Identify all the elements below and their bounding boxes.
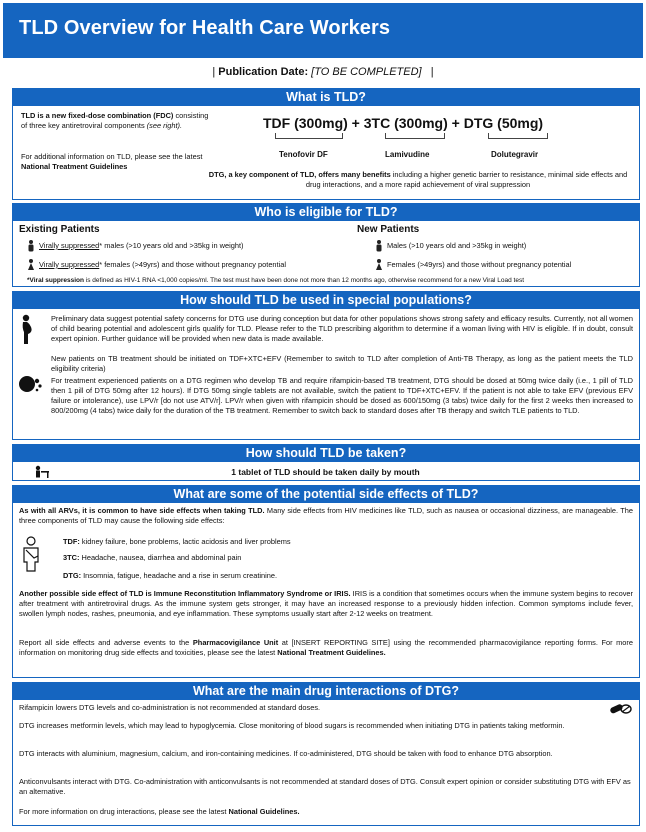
side-effect-dtg: DTG: Insomnia, fatigue, headache and a rise in serum creatinine. — [63, 571, 278, 580]
section-heading: What is TLD? — [13, 89, 639, 106]
section-heading: What are some of the potential side effects of TLD? — [13, 486, 639, 503]
section-what-is-tld — [12, 88, 640, 200]
section-heading: How should TLD be taken? — [13, 445, 639, 462]
existing-male-criteria: Virally suppressed* males (>10 years old and >35kg in weight) — [39, 241, 244, 250]
section-side-effects — [12, 485, 640, 678]
female-figure-icon — [27, 259, 35, 271]
interaction-more-info: For more information on drug interactions, please see the latest National Guidelines. — [19, 807, 300, 816]
tb-patient-icon — [18, 375, 44, 395]
interaction-polyvalent-cations: DTG interacts with aluminium, magnesium, calcium, and iron-containing medicines. If co-administered, DTG should be taken with food to enhance DTG absorption. — [19, 749, 553, 758]
interaction-rifampicin: Rifampicin lowers DTG levels and co-administration is not recommended at standard doses. — [19, 703, 321, 712]
interaction-metformin: DTG increases metformin levels, which may lead to hypoglycemia. Close monitoring of blood sugars is recommended when initiating DTG in patients taking metformin. — [19, 721, 565, 730]
side-effect-tdf: TDF: kidney failure, bone problems, lactic acidosis and liver problems — [63, 537, 291, 546]
section-eligibility — [12, 203, 640, 287]
bracket — [275, 133, 343, 139]
male-figure-icon — [27, 240, 35, 252]
tb-rifampicin-guidance: For treatment experienced patients on a DTG regimen who develop TB and require rifampicin-based TB treatment, DTG should be dosed at 50mg twice daily (i.e., 1 pill of TLD then 1 pill of DTG 50mg after 12 hours). If DTG 50mg single tablets are not available, switch the patient to TDF+XTC+EFV. If the patient is not able to take EFV (previous EFV failure or intolerance), use LPV/r [do not use ATV/r]. LPV/r when given with rifampicin should be dosed as 600/150mg (3 tabs) twice daily for the first 2 weeks then increased to 800/200mg (4 tabs) twice daily for the duration of the TB treatment. Remember to switch back to standard doses after TB therapy and switch TLE patients to TLD. — [51, 376, 633, 415]
conception-guidance: Preliminary data suggest potential safety concerns for DTG use during conception but data for other populations shows strong safety and efficacy results. Currently, not all women of child bearing potential and adolescent girls qualify for TLD. Please refer to the TLD prescribing algorithm to determine if a woman living with HIV is eligible. If in doubt, consult expert opinion. Further guidance will be provided when new data is made available. — [51, 314, 633, 343]
drug-dolutegravir: Dolutegravir — [491, 150, 539, 159]
pregnant-woman-icon — [19, 314, 35, 346]
iris-description: Another possible side effect of TLD is Immune Reconstitution Inflammatory Syndrome or IRIS. IRIS is a condition that sometimes occurs when the immune system begins to recover after treatment with antiretroviral drugs. As the immune system gets stronger, it may have an increased response to a previously hidden infection. Common symptoms include fever, swollen lymph nodes, rashes, pneumonia, and eye inflammation. These symptoms usually start after 2-12 weeks on treatment. — [19, 589, 633, 618]
tld-description: TLD is a new fixed-dose combination (FDC) consisting of three key antiretroviral components (see right). — [21, 111, 209, 130]
publication-date-label: Publication Date: — [218, 66, 309, 78]
side-effects-intro: As with all ARVs, it is common to have side effects when taking TLD. Many side effects from HIV medicines like TLD, such as nausea or occasional dizziness, are manageable. The three components of TLD may cause the following side effects: — [19, 506, 634, 525]
tld-guidelines-note: For additional information on TLD, please see the latest National Treatment Guidelines — [21, 152, 203, 171]
section-special-populations — [12, 291, 640, 440]
interaction-anticonvulsants: Anticonvulsants interact with DTG. Co-administration with anticonvulsants is not recommended at standard doses of DTG. Consult expert opinion or consider substituting DTG with EFV as an alternative. — [19, 777, 631, 796]
bracket — [488, 133, 548, 139]
side-effect-3tc: 3TC: Headache, nausea, diarrhea and abdominal pain — [63, 553, 242, 562]
patient-sling-icon — [20, 536, 42, 572]
new-patients-heading: New Patients — [357, 224, 420, 235]
section-heading: Who is eligible for TLD? — [13, 204, 639, 221]
new-male-criteria: Males (>10 years old and >35kg in weight) — [387, 241, 527, 250]
reporting-guidance: Report all side effects and adverse events to the Pharmacovigilance Unit at [INSERT REPORTING SITE] using the recommended pharmacovigilance reporting forms. For more information on monitoring drug side effects and toxicities, please see the latest National Treatment Guidelines. — [19, 638, 633, 657]
drug-tenofovir: Tenofovir DF — [279, 150, 328, 159]
drug-lamivudine: Lamivudine — [385, 150, 430, 159]
existing-female-criteria: Virally suppressed* females (>49yrs) and those without pregnancy potential — [39, 260, 286, 269]
pills-icon — [609, 701, 633, 717]
dosing-instruction: 1 tablet of TLD should be taken daily by mouth — [231, 467, 420, 477]
section-how-taken — [12, 444, 640, 481]
title-banner — [3, 3, 643, 58]
dtg-benefits: DTG, a key component of TLD, offers many benefits including a higher genetic barrier to resistance, minimal side effects and drug interactions, and a more rapid achievement of viral suppression — [208, 170, 628, 189]
new-female-criteria: Females (>49yrs) and those without pregnancy potential — [387, 260, 572, 269]
section-heading: What are the main drug interactions of DTG? — [13, 683, 639, 700]
viral-suppression-footnote: *Viral suppression is defined as HIV-1 RNA <1,000 copies/ml. The test must have been done not more than 12 months ago, otherwise recommend for a new Viral Load test — [27, 277, 524, 284]
page-title: TLD Overview for Health Care Workers — [19, 17, 391, 39]
existing-patients-heading: Existing Patients — [19, 224, 100, 235]
tb-new-patients-guidance: New patients on TB treatment should be initiated on TDF+XTC+EFV (Remember to switch to TLD after completion of Anti-TB Therapy, as long as the patient meets the TLD eligibility criteria) — [51, 354, 633, 373]
male-figure-icon — [375, 240, 383, 252]
section-heading: How should TLD be used in special populations? — [13, 292, 639, 309]
publication-date: | Publication Date: [TO BE COMPLETED] | — [212, 66, 434, 78]
bracket — [385, 133, 445, 139]
publication-date-value: [TO BE COMPLETED] — [311, 66, 422, 78]
female-figure-icon — [375, 259, 383, 271]
tld-formula: TDF (300mg) + 3TC (300mg) + DTG (50mg) — [263, 115, 544, 131]
section-drug-interactions — [12, 682, 640, 826]
